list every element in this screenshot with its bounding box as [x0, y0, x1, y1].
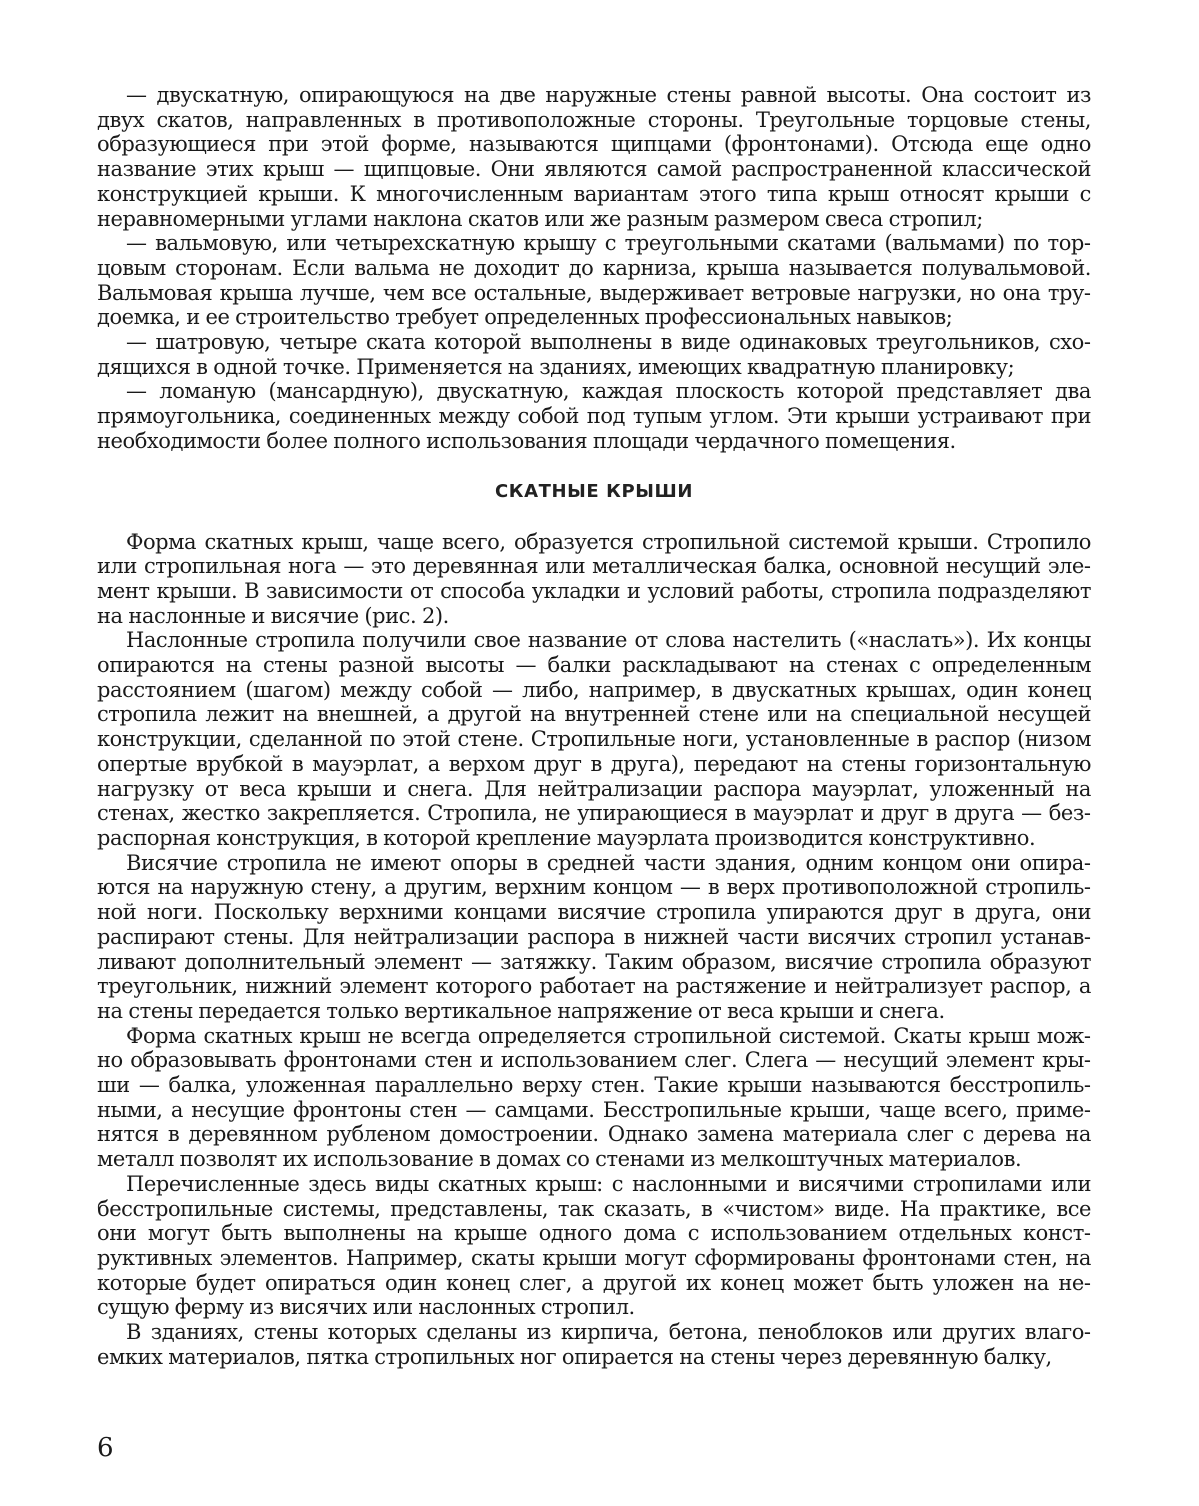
list-item-hip-roof: — вальмовую, или четырехскатную крышу с треугольными скатами (вальмами) по торцовым сторонам. Если вальма не доходит до карниза, крыша называется полувальмовой. Вальмовая крыша лучше, чем все остальные, выдерживает ветровые нагрузки, но она трудоемка, и ее строительство требует определенных профессиональных навыков;	[97, 231, 1091, 330]
paragraph-combined-systems: Перечисленные здесь виды скатных крыш: с наслонными и висячими стропилами или бесстропильные системы, представлены, так сказать, в «чистом» виде. На практике, все они могут быть выполнены на крыше одного дома с использованием отдельных конструктивных элементов. Например, скаты крыши могут сформированы фронтонами стен, на которые будет опираться один конец слег, а другой их конец может быть уложен на несущую ферму из висячих или наслонных стропил.	[97, 1171, 1091, 1320]
paragraph-wall-support: В зданиях, стены которых сделаны из кирпича, бетона, пеноблоков или других влагоемких материалов, пятка стропильных ног опирается на стены через деревянную балку,	[97, 1320, 1091, 1369]
page-body	[97, 83, 1091, 1369]
paragraph-hanging-rafters: Висячие стропила не имеют опоры в средней части здания, одним концом они опираются на наружную стену, а другим, верхним концом — в верх противоположной стропильной ноги. Поскольку верхними концами висячие стропила упираются друг в друга, они распирают стены. Для нейтрализации распора в нижней части висячих стропил устанавливают дополнительный элемент — затяжку. Таким образом, висячие стропила образуют треугольник, нижний элемент которого работает на растяжение и нейтрализует распор, а на стены передается только вертикальное напряжение от веса крыши и снега.	[97, 850, 1091, 1023]
section-heading: СКАТНЫЕ КРЫШИ	[494, 480, 694, 502]
paragraph-rafter-intro: Форма скатных крыш, чаще всего, образуется стропильной системой крыши. Стропило или стропильная нога — это деревянная или металлическая балка, основной несущий элемент крыши. В зависимости от способа укладки и условий работы, стропила подразделяют на наслонные и висячие (рис. 2).	[97, 529, 1091, 628]
list-item-gable-roof: — двускатную, опирающуюся на две наружные стены равной высоты. Она состоит из двух скатов, направленных в противоположные стороны. Треугольные торцовые стены, образующиеся при этой форме, называются щипцами (фронтонами). Отсюда еще одно название этих крыш — щипцовые. Они являются самой распространенной классической конструкцией крыши. К многочисленным вариантам этого типа крыш относят крыши с неравномерными углами наклона скатов или же разным размером свеса стропил;	[97, 83, 1091, 231]
paragraph-leaning-rafters: Наслонные стропила получили свое название от слова настелить («наслать»). Их концы опираются на стены разной высоты — балки раскладывают на стенах с определенным расстоянием (шагом) между собой — либо, например, в двускатных крышах, один конец стропила лежит на внешней, а другой на внутренней стене или на специальной несущей конструкции, сделанной по этой стене. Стропильные ноги, установленные в распор (низом опертые врубкой в мауэрлат, а верхом друг в друга), передают на стены горизонтальную нагрузку от веса крыши и снега. Для нейтрализации распора мауэрлат, уложенный на стенах, жестко закрепляется. Стропила, не упирающиеся в мауэрлат и друг в друга — безраспорная конструкция, в которой крепление мауэрлата производится конструктивно.	[97, 628, 1091, 850]
list-item-tent-roof: — шатровую, четыре ската которой выполнены в виде одинаковых треугольников, сходящихся в одной точке. Применяется на зданиях, имеющих квадратную планировку;	[97, 330, 1091, 379]
list-item-mansard-roof: — ломаную (мансардную), двускатную, каждая плоскость которой представляет два прямоугольника, соединенных между собой под тупым углом. Эти крыши устраивают при необходимости более полного использования площади чердачного помещения.	[97, 379, 1091, 453]
paragraph-rafterless-roofs: Форма скатных крыш не всегда определяется стропильной системой. Скаты крыш можно образовывать фронтонами стен и использованием слег. Слега — несущий элемент крыши — балка, уложенная параллельно верху стен. Такие крыши называются бесстропильными, а несущие фронтоны стен — самцами. Бесстропильные крыши, чаще всего, применятся в деревянном рубленом домостроении. Однако замена материала слег с дерева на металл позволят их использование в домах со стенами из мелкоштучных материалов.	[97, 1023, 1091, 1172]
page-number: 6	[97, 1433, 114, 1463]
